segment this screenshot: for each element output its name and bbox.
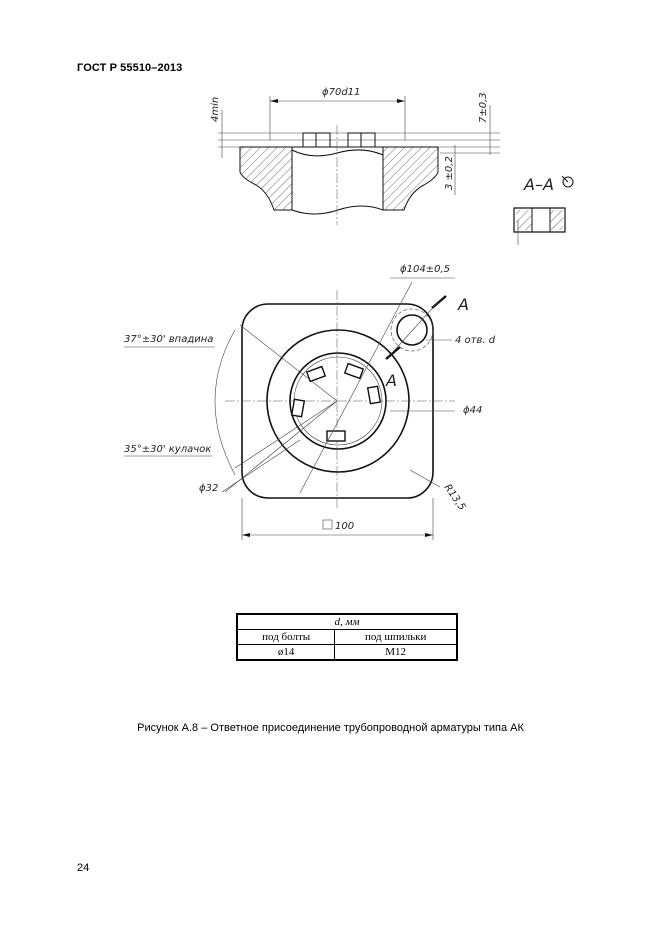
dim-dia-70: ϕ70d11 <box>322 87 361 98</box>
dim-dia-104: ϕ104±0,5 <box>400 264 450 275</box>
plan-view <box>124 264 496 540</box>
dim-7-tol: 7±0,3 <box>478 92 489 123</box>
dimension-table <box>236 613 458 661</box>
dim-angle-lug: 35°±30' кулачок <box>124 444 212 455</box>
table-col-studs: под шпильки <box>335 630 457 645</box>
table-title: d, мм <box>237 614 457 630</box>
cut-a-bottom: А <box>386 371 397 390</box>
cut-a-top: А <box>458 295 469 314</box>
table-val-studs: М12 <box>335 645 457 661</box>
dim-3-tol: 3 ±0,2 <box>444 156 455 190</box>
table-val-bolts: ø14 <box>237 645 335 661</box>
dim-dia-32: ϕ32 <box>199 483 219 494</box>
figure-caption: Рисунок А.8 – Ответное присоединение трубопроводной арматуры типа АК <box>137 722 524 734</box>
dim-radius: R13,5 <box>441 482 468 513</box>
dim-4min: 4min <box>210 96 221 122</box>
dim-dia-44: ϕ44 <box>463 405 483 416</box>
dim-holes: 4 отв. d <box>455 335 496 346</box>
section-label: А–А <box>524 175 554 194</box>
section-view <box>210 87 573 245</box>
document-header: ГОСТ Р 55510–2013 <box>77 62 183 74</box>
table-col-bolts: под болты <box>237 630 335 645</box>
dim-square: 100 <box>335 521 355 532</box>
dim-angle-valley: 37°±30' впадина <box>124 334 214 345</box>
page-number: 24 <box>77 862 90 874</box>
